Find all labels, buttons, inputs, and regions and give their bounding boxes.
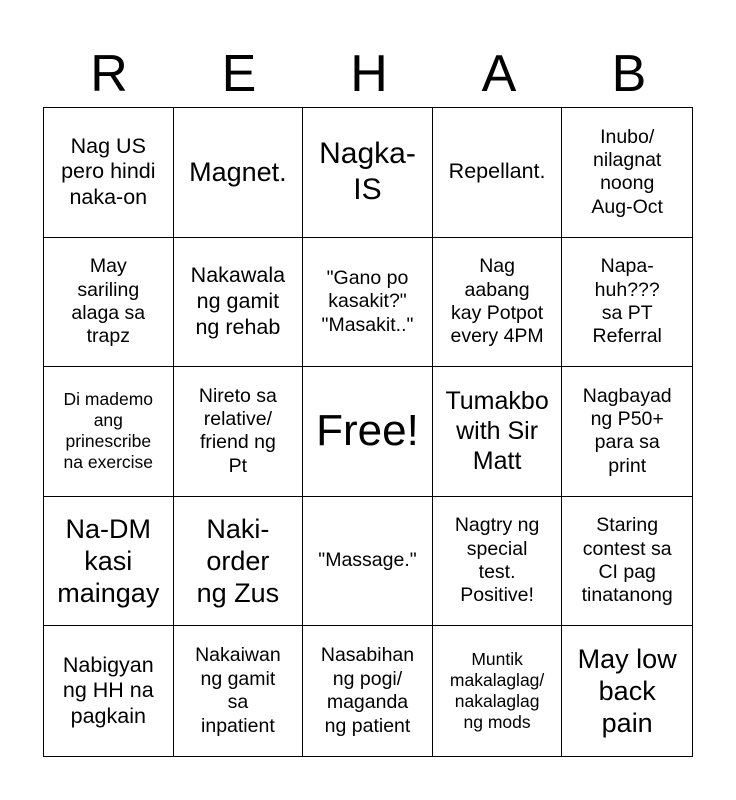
bingo-cell[interactable]: Nagtry ng special test. Positive! — [433, 497, 563, 627]
header-letter: E — [221, 45, 257, 103]
bingo-cell[interactable]: Nag US pero hindi naka-on — [44, 108, 174, 238]
header-letter: B — [611, 45, 647, 103]
bingo-cell[interactable]: Muntik makalaglag/ nakalaglag ng mods — [433, 626, 563, 756]
bingo-cell[interactable]: Napa- huh??? sa PT Referral — [562, 238, 692, 368]
bingo-cell[interactable]: Nakaiwan ng gamit sa inpatient — [174, 626, 304, 756]
bingo-cell[interactable]: "Massage." — [303, 497, 433, 627]
bingo-cell[interactable]: Staring contest sa CI pag tinatanong — [562, 497, 692, 627]
bingo-cell[interactable]: Nagbayad ng P50+ para sa print — [562, 367, 692, 497]
bingo-cell[interactable]: Inubo/ nilagnat noong Aug-Oct — [562, 108, 692, 238]
free-space[interactable]: Free! — [303, 367, 433, 497]
bingo-cell[interactable]: Nireto sa relative/ friend ng Pt — [174, 367, 304, 497]
header-letter: A — [481, 45, 517, 103]
bingo-cell[interactable]: Di mademo ang prinescribe na exercise — [44, 367, 174, 497]
bingo-cell[interactable]: May sariling alaga sa trapz — [44, 238, 174, 368]
bingo-header — [44, 42, 694, 106]
bingo-cell[interactable]: Tumakbo with Sir Matt — [433, 367, 563, 497]
bingo-cell[interactable]: Nag aabang kay Potpot every 4PM — [433, 238, 563, 368]
bingo-cell[interactable]: Nabigyan ng HH na pagkain — [44, 626, 174, 756]
bingo-cell[interactable]: May low back pain — [577, 643, 677, 739]
header-letter: R — [90, 45, 128, 103]
header-letter: H — [350, 45, 388, 103]
bingo-board — [43, 107, 693, 757]
bingo-cell[interactable]: Nakawala ng gamit ng rehab — [174, 238, 304, 368]
bingo-cell[interactable]: Na-DM kasi maingay — [44, 497, 174, 627]
bingo-cell[interactable]: Naki- order ng Zus — [174, 497, 304, 627]
bingo-cell[interactable]: "Gano po kasakit?" "Masakit.." — [303, 238, 433, 368]
bingo-cell[interactable]: Repellant. — [433, 108, 563, 238]
bingo-cell[interactable]: Nasabihan ng pogi/ maganda ng patient — [303, 626, 433, 756]
bingo-cell[interactable]: Magnet. — [174, 108, 304, 238]
bingo-cell[interactable]: Nagka- IS — [303, 108, 433, 238]
